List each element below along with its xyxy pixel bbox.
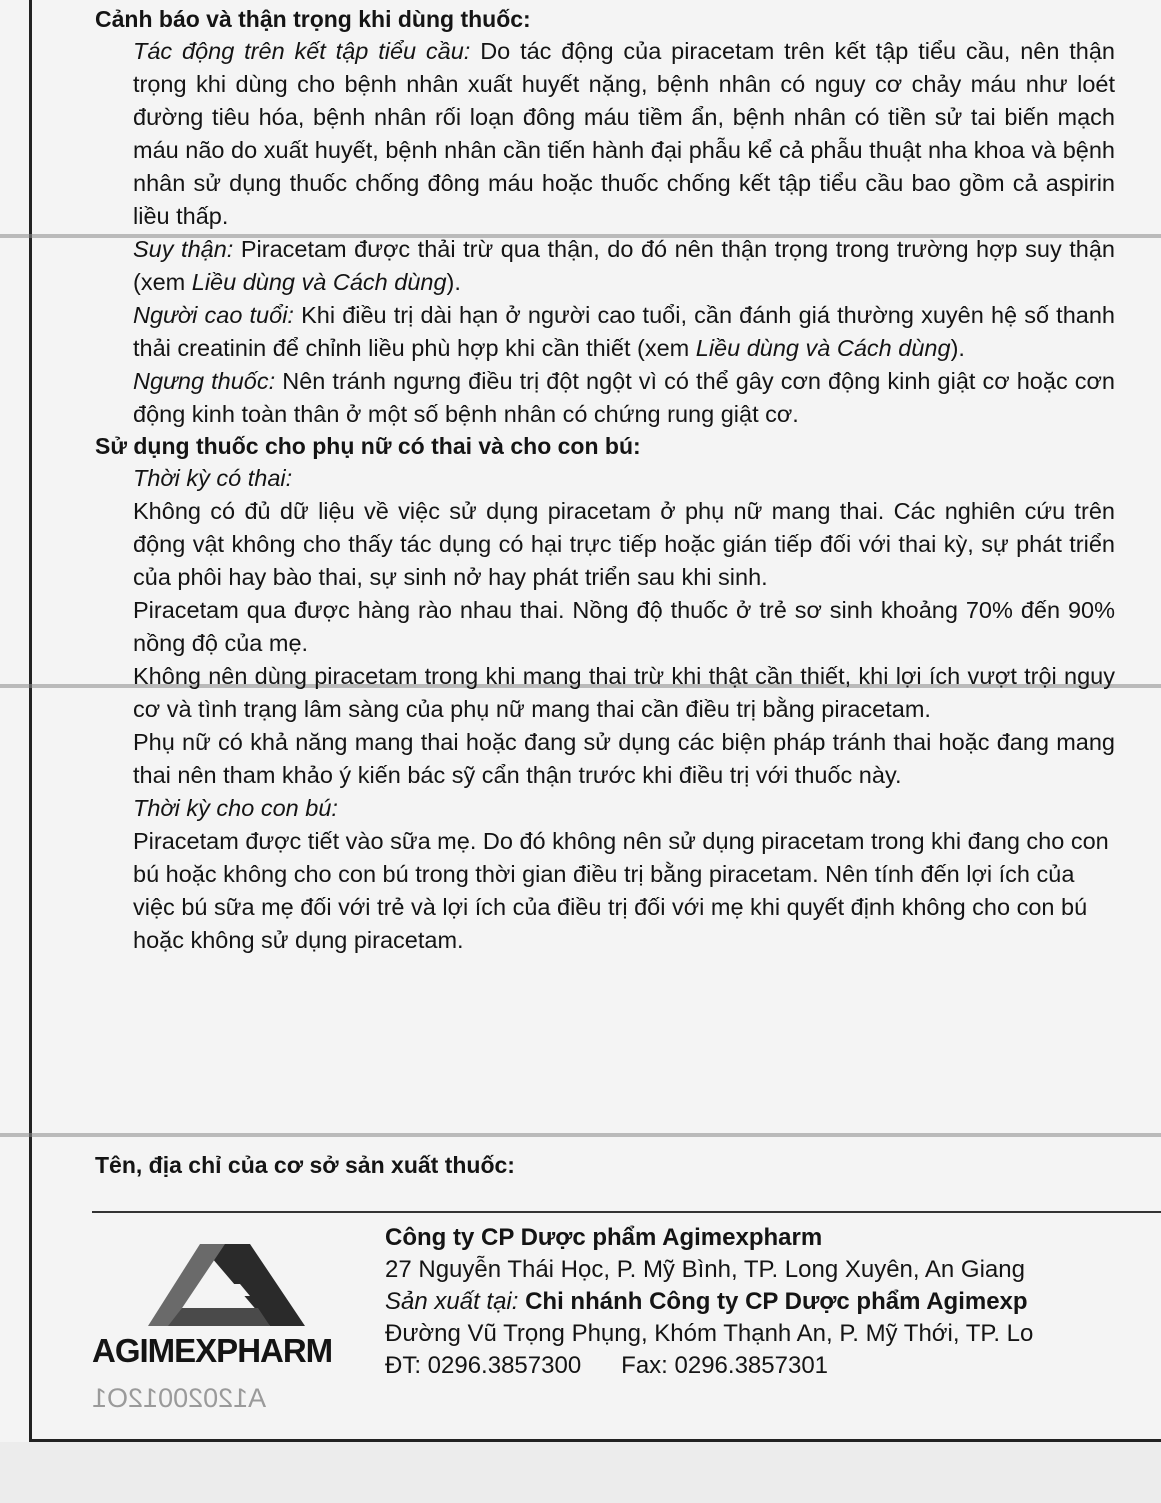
paper-fold-line (0, 1133, 1161, 1137)
left-border-line (29, 0, 32, 1442)
manufacturer-heading: Tên, địa chỉ của cơ sở sản xuất thuốc: (95, 1152, 515, 1178)
document-code: A12020012O1 (92, 1383, 267, 1413)
leaflet-text (95, 4, 1115, 957)
withdrawal-text: Nên tránh ngưng điều trị đột ngột vì có thể gây cơn động kinh giật cơ hoặc cơn động kinh toàn thân ở một số bệnh nhân có chứng rung giật cơ. (133, 368, 1115, 427)
company-name: Công ty CP Dược phẩm Agimexpharm (385, 1224, 823, 1251)
withdrawal-warning (133, 365, 1115, 431)
made-at-label: Sản xuất tại: (385, 1288, 519, 1315)
pregnancy-paragraph-2: Piracetam qua được hàng rào nhau thai. Nồng độ thuốc ở trẻ sơ sinh khoảng 70% đến 90% nồng độ của mẹ. (133, 597, 1115, 656)
platelet-label: Tác động trên kết tập tiểu cầu: (133, 38, 471, 64)
contact-line (385, 1350, 1161, 1382)
fax-number: Fax: 0296.3857301 (621, 1352, 829, 1379)
elderly-label: Người cao tuổi: (133, 302, 294, 328)
pregnancy-paragraph-1: Không có đủ dữ liệu về việc sử dụng piracetam ở phụ nữ mang thai. Các nghiên cứu trên động vật không cho thấy tác dụng có hại trực tiếp hoặc gián tiếp đối với thai kỳ, sự phát triển của phôi hay bào thai, sự sinh nở hay phát triển sau khi sinh. (133, 498, 1115, 590)
platelet-warning (133, 35, 1115, 233)
breastfeeding-subheading: Thời kỳ cho con bú: (133, 795, 338, 821)
pregnancy-heading: Sử dụng thuốc cho phụ nữ có thai và cho con bú: (95, 433, 641, 459)
renal-text: Piracetam được thải trừ qua thận, do đó nên thận trọng trong trường hợp suy thận (xem (133, 236, 1115, 295)
elderly-ref: Liều dùng và Cách dùng (695, 335, 951, 361)
warnings-heading: Cảnh báo và thận trọng khi dùng thuốc: (95, 6, 531, 32)
branch-address: Đường Vũ Trọng Phụng, Khóm Thạnh An, P. Mỹ Thới, TP. Lo (385, 1320, 1034, 1347)
renal-ref: Liều dùng và Cách dùng (191, 269, 447, 295)
phone-number: ĐT: 0296.3857300 (385, 1352, 582, 1379)
elderly-text: Khi điều trị dài hạn ở người cao tuổi, cần đánh giá thường xuyên hệ số thanh thải creatinin để chỉnh liều phù hợp khi cần thiết (xem (133, 302, 1115, 361)
branch-name: Chi nhánh Công ty CP Dược phẩm Agimexp (518, 1288, 1028, 1315)
breastfeeding-paragraph: Piracetam được tiết vào sữa mẹ. Do đó không nên sử dụng piracetam trong khi đang cho con bú hoặc không cho con bú trong thời gian điều trị bằng piracetam. Nên tính đến lợi ích của việc bú sữa mẹ đối với trẻ và lợi ích của điều trị đối với mẹ khi quyết định không cho con bú hoặc không sử dụng piracetam. (133, 828, 1109, 953)
company-address: 27 Nguyễn Thái Học, P. Mỹ Bình, TP. Long Xuyên, An Giang (385, 1256, 1025, 1283)
pregnancy-subheading: Thời kỳ có thai: (133, 465, 293, 491)
withdrawal-label: Ngưng thuốc: (133, 368, 276, 394)
renal-label: Suy thận: (133, 236, 234, 262)
platelet-text: Do tác động của piracetam trên kết tập tiểu cầu, nên thận trọng khi dùng cho bệnh nhân xuất huyết nặng, bệnh nhân có nguy cơ chảy máu như loét đường tiêu hóa, bệnh nhân rối loạn đông máu tiềm ẩn, bệnh nhân có tiền sử tai biến mạch máu não do xuất huyết, bệnh nhân cần tiến hành đại phẫu kể cả phẫu thuật nha khoa và bệnh nhân sử dụng thuốc chống đông máu hoặc thuốc chống kết tập tiểu cầu bao gồm cả aspirin liều thấp. (133, 38, 1115, 229)
agimexpharm-logo-icon (140, 1240, 315, 1330)
pregnancy-paragraph-3: Không nên dùng piracetam trong khi mang thai trừ khi thật cần thiết, khi lợi ích vượt trội nguy cơ và tình trạng lâm sàng của phụ nữ mang thai cần điều trị bằng piracetam. (133, 663, 1115, 722)
elderly-warning (133, 299, 1115, 365)
production-site (385, 1286, 1161, 1318)
renal-end: ). (446, 269, 461, 295)
section-divider (92, 1211, 1161, 1213)
bottom-border-line (29, 1439, 1161, 1442)
elderly-end: ). (950, 335, 965, 361)
renal-warning (133, 233, 1115, 299)
logo-wordmark: AGIMEXPHARM (92, 1332, 333, 1369)
pregnancy-paragraph-4: Phụ nữ có khả năng mang thai hoặc đang sử dụng các biện pháp tránh thai hoặc đang mang thai nên tham khảo ý kiến bác sỹ cẩn thận trước khi điều trị với thuốc này. (133, 729, 1115, 788)
manufacturer-address-block (385, 1222, 1161, 1382)
